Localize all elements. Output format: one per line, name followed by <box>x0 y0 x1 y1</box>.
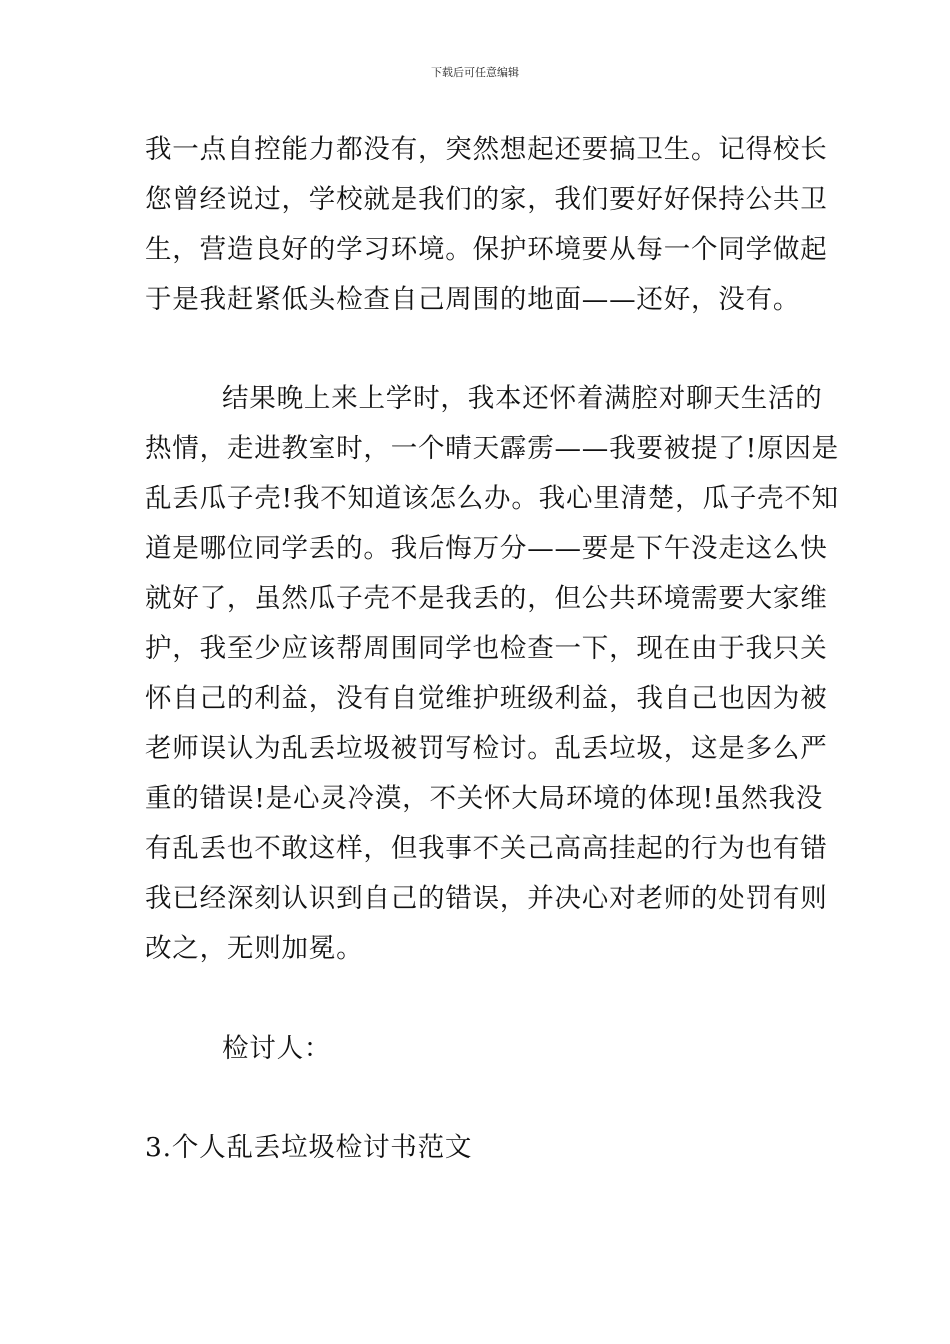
paragraph-line: 护，我至少应该帮周围同学也检查一下，现在由于我只关 <box>145 633 828 664</box>
signature-label: 检讨人： <box>222 1033 332 1064</box>
page-header: 下载后可任意编辑 <box>431 66 519 79</box>
section-title: 3.个人乱丢垃圾检讨书范文 <box>145 1132 473 1163</box>
paragraph-line: 热情，走进教室时，一个晴天霹雳——我要被提了!原因是 <box>145 433 839 464</box>
paragraph-line: 乱丢瓜子壳!我不知道该怎么办。我心里清楚，瓜子壳不知 <box>145 483 839 514</box>
paragraph-line: 道是哪位同学丢的。我后悔万分——要是下午没走这么快 <box>145 533 828 564</box>
paragraph-line: 怀自己的利益，没有自觉维护班级利益，我自己也因为被 <box>145 683 828 714</box>
paragraph-line: 老师误认为乱丢垃圾被罚写检讨。乱丢垃圾，这是多么严 <box>145 733 828 764</box>
paragraph-line: 我已经深刻认识到自己的错误，并决心对老师的处罚有则 <box>145 883 828 914</box>
paragraph-line: 改之，无则加冕。 <box>145 933 364 964</box>
paragraph-line: 有乱丢也不敢这样，但我事不关己高高挂起的行为也有错 <box>145 833 828 864</box>
paragraph-line: 就好了，虽然瓜子壳不是我丢的，但公共环境需要大家维 <box>145 583 828 614</box>
paragraph-line: 您曾经说过，学校就是我们的家，我们要好好保持公共卫 <box>145 184 828 215</box>
paragraph-line: 重的错误!是心灵冷漠，不关怀大局环境的体现!虽然我没 <box>145 783 824 814</box>
paragraph-line: 结果晚上来上学时，我本还怀着满腔对聊天生活的 <box>222 383 823 414</box>
paragraph-line: 于是我赶紧低头检查自己周围的地面——还好，没有。 <box>145 284 801 315</box>
paragraph-line: 我一点自控能力都没有，突然想起还要搞卫生。记得校长 <box>145 134 828 165</box>
paragraph-line: 生，营造良好的学习环境。保护环境要从每一个同学做起 <box>145 234 828 265</box>
